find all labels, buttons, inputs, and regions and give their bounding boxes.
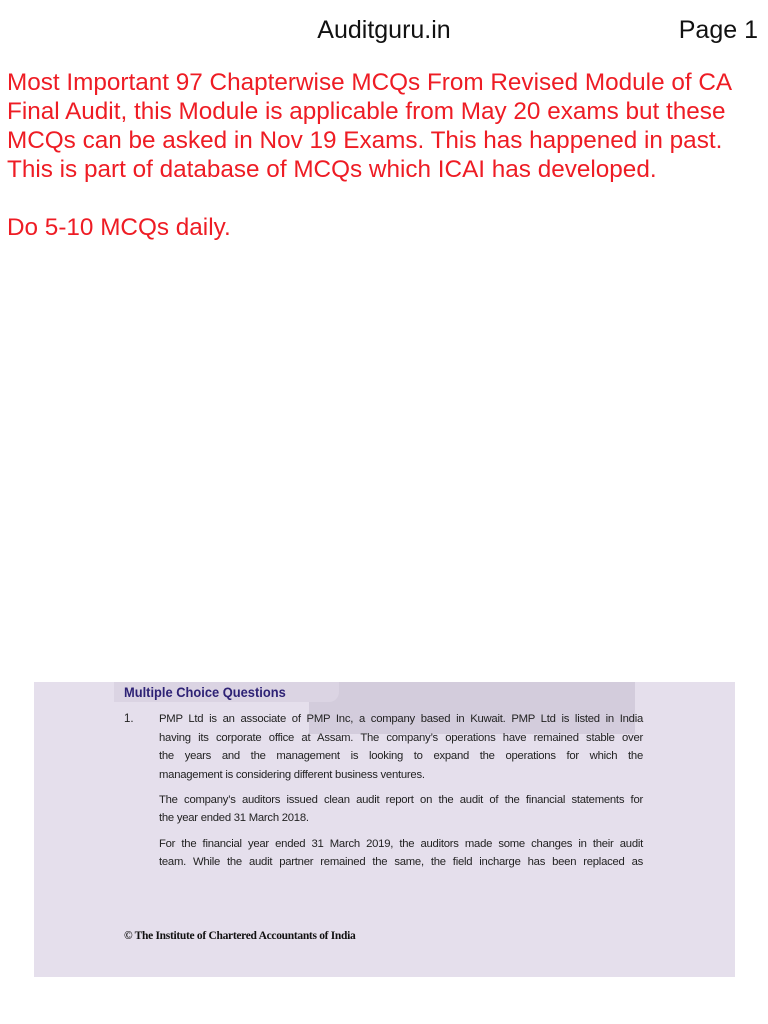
header-decoration: [309, 682, 635, 734]
question-line: the years and the management is looking to expand the operations for which the: [159, 750, 643, 762]
question-line: the year ended 31 March 2018.: [159, 812, 309, 824]
question-line: For the financial year ended 31 March 2019, the auditors made some changes in their audit: [159, 838, 643, 850]
intro-line: This is part of database of MCQs which ICAI has developed.: [7, 156, 657, 183]
excerpt-heading: Multiple Choice Questions: [124, 684, 286, 700]
page-number: Page 1: [678, 16, 758, 44]
intro-line: MCQs can be asked in Nov 19 Exams. This has happened in past.: [7, 127, 723, 154]
intro-line: Final Audit, this Module is applicable from May 20 exams but these: [7, 98, 726, 125]
question-line: The company’s auditors issued clean audit report on the audit of the financial statements for: [159, 794, 643, 806]
mcq-excerpt-image: [34, 682, 735, 977]
copyright-notice: © The Institute of Chartered Accountants of India: [124, 930, 356, 942]
intro-tip: Do 5-10 MCQs daily.: [7, 214, 231, 241]
site-title: Auditguru.in: [317, 16, 451, 44]
question-line: having its corporate office at Assam. The company’s operations have remained stable over: [159, 732, 643, 744]
question-number: 1.: [124, 713, 134, 725]
question-line: PMP Ltd is an associate of PMP Inc, a company based in Kuwait. PMP Ltd is listed in India: [159, 713, 643, 725]
question-line: management is considering different business ventures.: [159, 769, 425, 781]
intro-line: Most Important 97 Chapterwise MCQs From Revised Module of CA: [7, 69, 733, 96]
question-line: team. While the audit partner remained the same, the field incharge has been replaced as: [159, 856, 643, 868]
